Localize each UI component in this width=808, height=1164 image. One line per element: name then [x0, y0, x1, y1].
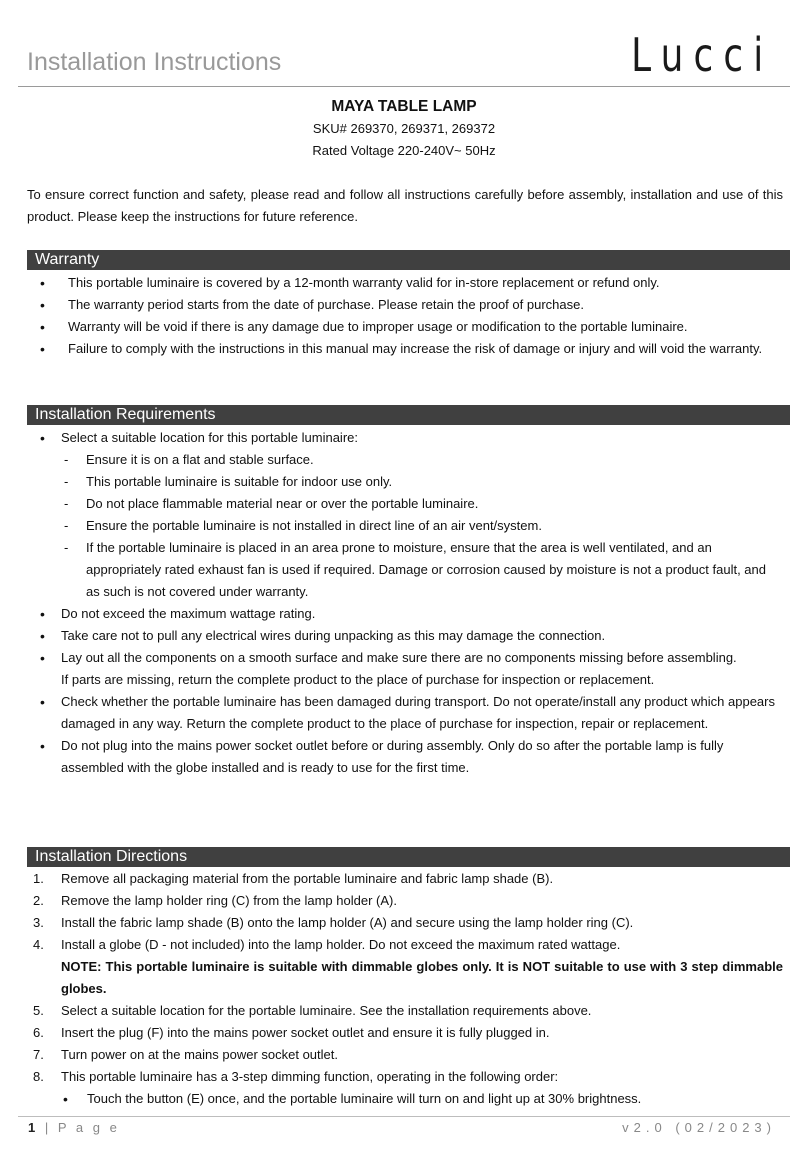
step-number: 2.: [33, 893, 44, 908]
step-text: Install a globe (D - not included) into the lamp holder. Do not exceed the maximum rated wattage.: [61, 937, 621, 952]
intro-paragraph: To ensure correct function and safety, please read and follow all instructions carefully before assembly, installation and use of this product. Please keep the instructions for future reference.: [27, 187, 783, 224]
step-number: 4.: [33, 937, 44, 952]
section-heading-warranty: Warranty: [27, 250, 790, 270]
step-item: [27, 890, 783, 912]
step-item: [27, 1066, 783, 1088]
list-item-continuation: If parts are missing, return the complete product to the place of purchase for inspection or replacement.: [61, 672, 655, 687]
step-number: 8.: [33, 1069, 44, 1084]
list-item: • Warranty will be void if there is any damage due to improper usage or modification to the portable luminaire.: [27, 316, 783, 338]
list-item: • Select a suitable location for this portable luminaire:: [27, 427, 783, 449]
step-text: Turn power on at the mains power socket outlet.: [61, 1047, 338, 1062]
step-number: 5.: [33, 1003, 44, 1018]
product-title-block: [0, 96, 808, 162]
list-item: • The warranty period starts from the date of purchase. Please retain the proof of purchase.: [27, 294, 783, 316]
page-label: | P a g e: [44, 1120, 120, 1135]
step-number: 6.: [33, 1025, 44, 1040]
list-item: • Take care not to pull any electrical wires during unpacking as this may damage the connection.: [27, 625, 783, 647]
list-item: • Failure to comply with the instructions in this manual may increase the risk of damage or injury and will void the warranty.: [27, 338, 783, 360]
step-text: Remove all packaging material from the portable luminaire and fabric lamp shade (B).: [61, 871, 554, 886]
step-text: Remove the lamp holder ring (C) from the lamp holder (A).: [61, 893, 397, 908]
step-note: NOTE: This portable luminaire is suitable with dimmable globes only. It is NOT suitable to use with 3 step dimmable globes.: [61, 959, 783, 996]
list-item: • This portable luminaire is covered by a 12-month warranty valid for in-store replacement or refund only.: [27, 272, 783, 294]
list-item: • Check whether the portable luminaire has been damaged during transport. Do not operate/install any product which appears damaged in any way. Return the complete product to the place of purchase for inspection, repair or replacement.: [27, 691, 783, 735]
list-subitem: - Ensure the portable luminaire is not installed in direct line of an air vent/system.: [27, 515, 783, 537]
step-text: Insert the plug (F) into the mains power socket outlet and ensure it is fully plugged in.: [61, 1025, 550, 1040]
requirements-list: [27, 427, 783, 779]
product-voltage: Rated Voltage 220-240V~ 50Hz: [312, 143, 496, 158]
step-item: [27, 1022, 783, 1044]
header-divider: [18, 86, 790, 87]
list-item: • Do not exceed the maximum wattage rating.: [27, 603, 783, 625]
step-item: [27, 1044, 783, 1066]
document-title: Installation Instructions: [27, 48, 282, 76]
step-text: Select a suitable location for the portable luminaire. See the installation requirements above.: [61, 1003, 592, 1018]
step-subitem: • Touch the button (E) once, and the portable luminaire will turn on and light up at 30% brightness.: [27, 1088, 783, 1110]
list-subitem: - Ensure it is on a flat and stable surface.: [27, 449, 783, 471]
list-subitem: - This portable luminaire is suitable for indoor use only.: [27, 471, 783, 493]
directions-list: [27, 868, 783, 1110]
product-sku: SKU# 269370, 269371, 269372: [312, 121, 496, 136]
warranty-list: [27, 272, 783, 360]
footer-divider: [18, 1116, 790, 1117]
product-name: MAYA TABLE LAMP: [331, 98, 477, 115]
list-item: • Do not plug into the mains power socket outlet before or during assembly. Only do so after the portable lamp is fully assembled with the globe installed and is ready to use for the first time.: [27, 735, 783, 779]
step-text: Install the fabric lamp shade (B) onto the lamp holder (A) and secure using the lamp holder ring (C).: [61, 915, 634, 930]
step-number: 7.: [33, 1047, 44, 1062]
page-header: [27, 26, 781, 88]
step-number: 1.: [33, 871, 44, 886]
list-subitem: - If the portable luminaire is placed in an area prone to moisture, ensure that the area is well ventilated, and an appropriately rated exhaust fan is used if required. Damage or corrosion caused by moisture is not a product fault, and as such is not covered under warranty.: [27, 537, 783, 603]
page-number-value: 1: [28, 1120, 39, 1135]
list-item: • Lay out all the components on a smooth surface and make sure there are no components missing before assembling.: [27, 647, 783, 669]
step-number: 3.: [33, 915, 44, 930]
section-heading-installation-directions: Installation Directions: [27, 847, 790, 867]
version-label: v2.0 (02/2023): [622, 1120, 776, 1135]
page-number: [28, 1120, 120, 1135]
brand-logo: Lucci: [630, 28, 773, 82]
step-item: [27, 934, 783, 956]
step-text: This portable luminaire has a 3-step dimming function, operating in the following order:: [61, 1069, 559, 1084]
step-item: [27, 1000, 783, 1022]
list-subitem: - Do not place flammable material near or over the portable luminaire.: [27, 493, 783, 515]
step-item: [27, 868, 783, 890]
section-heading-installation-requirements: Installation Requirements: [27, 405, 790, 425]
step-item: [27, 912, 783, 934]
